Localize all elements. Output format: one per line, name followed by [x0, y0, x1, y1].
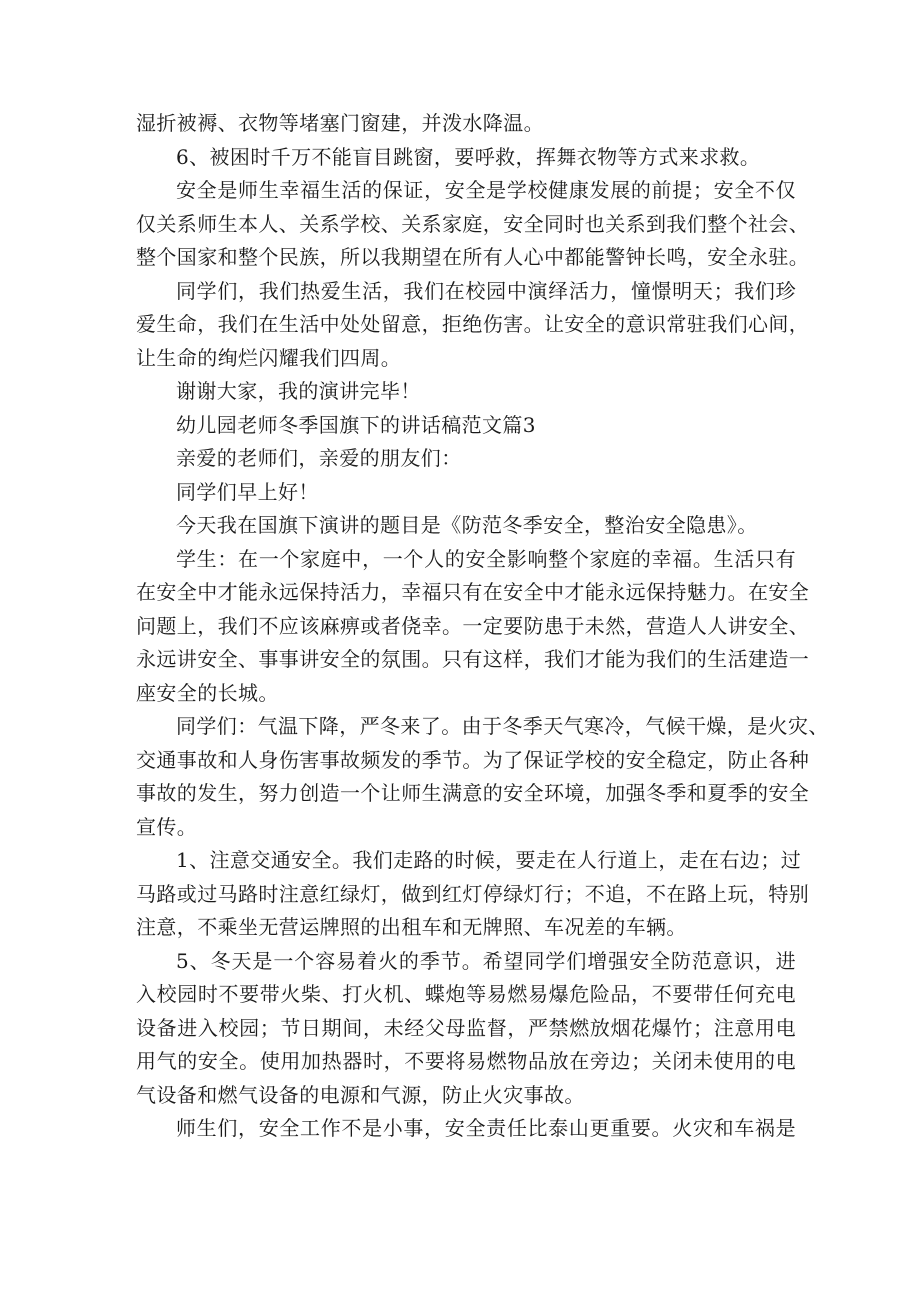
text-line: 学生：在一个家庭中，一个人的安全影响整个家庭的幸福。生活只有	[176, 546, 796, 571]
text-line: 用气的安全。使用加热器时，不要将易燃物品放在旁边；关闭未使用的电	[136, 1049, 796, 1073]
text-line: 安全是师生幸福生活的保证，安全是学校健康发展的前提；安全不仅	[176, 178, 796, 202]
text-line: 注意，不乘坐无营运牌照的出租车和无牌照、车况差的车辆。	[136, 915, 687, 939]
text-line: 仅关系师生本人、关系学校、关系家庭，安全同时也关系到我们整个社会、	[136, 211, 810, 236]
text-line: 5、冬天是一个容易着火的季节。希望同学们增强安全防范意识，进	[176, 948, 796, 973]
text-line: 气设备和燃气设备的电源和气源，防止火灾事故。	[136, 1082, 585, 1107]
text-line: 1、注意交通安全。我们走路的时候，要走在人行道上，走在右边；过	[176, 848, 802, 872]
text-line: 在安全中才能永远保持活力，幸福只有在安全中才能永远保持魅力。在安全	[136, 580, 810, 604]
document-body	[136, 107, 829, 1146]
text-line: 问题上，我们不应该麻痹或者侥幸。一定要防患于未然，营造人人讲安全、	[136, 613, 810, 638]
text-line: 设备进入校园；节日期间，未经父母监督，严禁燃放烟花爆竹；注意用电	[136, 1015, 796, 1040]
text-line: 让生命的绚烂闪耀我们四周。	[136, 345, 402, 370]
text-line: 马路或过马路时注意红绿灯，做到红灯停绿灯行；不追，不在路上玩，特别	[136, 881, 810, 906]
text-line: 师生们，安全工作不是小事，安全责任比泰山更重要。火灾和车祸是	[176, 1116, 796, 1140]
text-line: 交通事故和人身伤害事故频发的季节。为了保证学校的安全稳定，防止各种	[136, 747, 810, 772]
text-line: 入校园时不要带火柴、打火机、蝶炮等易燃易爆危险品，不要带任何充电	[136, 982, 796, 1006]
text-line: 湿折被褥、衣物等堵塞门窗建，并泼水降温。	[136, 111, 544, 135]
text-line: 事故的发生，努力创造一个让师生满意的安全环境，加强冬季和夏季的安全	[136, 781, 810, 805]
text-line: 亲爱的老师们，亲爱的朋友们：	[176, 446, 462, 470]
text-line: 座安全的长城。	[136, 680, 279, 705]
text-line: 宣传。	[136, 814, 198, 839]
text-line: 6、被困时千万不能盲目跳窗，要呼救，挥舞衣物等方式来求救。	[176, 144, 761, 169]
text-line: 永远讲安全、事事讲安全的氛围。只有这样，我们才能为我们的生活建造一	[136, 647, 810, 671]
text-line: 同学们：气温下降，严冬来了。由于冬季天气寒冷，气候干燥，是火灾、	[176, 714, 829, 738]
text-line: 整个国家和整个民族，所以我期望在所有人心中都能警钟长鸣，安全永驻。	[136, 245, 810, 269]
text-line: 谢谢大家，我的演讲完毕！	[176, 379, 421, 403]
text-line: 同学们早上好！	[176, 479, 319, 504]
text-line: 今天我在国旗下演讲的题目是《防范冬季安全，整治安全隐患》。	[176, 513, 758, 537]
text-line: 同学们，我们热爱生活，我们在校园中演绎活力，憧憬明天；我们珍	[176, 278, 796, 303]
text-line: 幼儿园老师冬季国旗下的讲话稿范文篇3	[176, 412, 536, 437]
text-line: 爱生命，我们在生活中处处留意，拒绝伤害。让安全的意识常驻我们心间，	[136, 312, 810, 336]
